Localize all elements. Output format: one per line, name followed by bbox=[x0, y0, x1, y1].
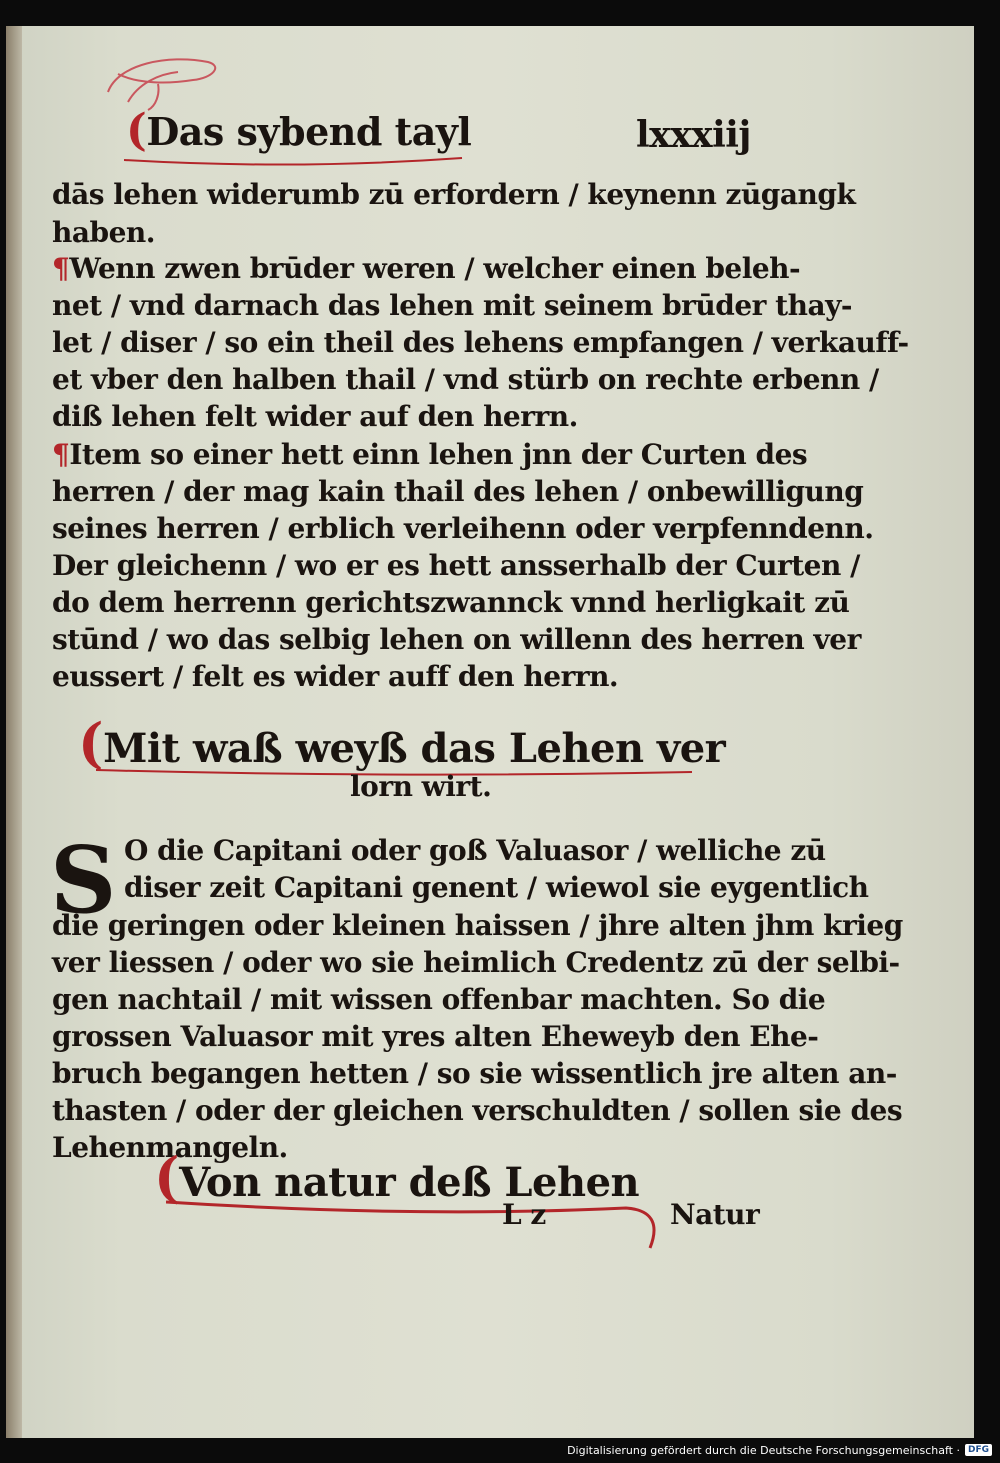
rubric-mark: ( bbox=[78, 711, 104, 775]
section-heading: (Von natur deß Lehen bbox=[154, 1145, 640, 1209]
initial-letter: S bbox=[50, 826, 117, 934]
text-line: ¶Wenn zwen brūder weren / welcher einen beleh- bbox=[52, 252, 801, 285]
text-line: die geringen oder kleinen haissen / jhre alten jhm krieg bbox=[52, 909, 903, 942]
text-line: gen nachtail / mit wissen offenbar machten. So die bbox=[52, 983, 826, 1016]
signature-mark: L z bbox=[502, 1198, 546, 1231]
text-line: thasten / oder der gleichen verschuldten / sollen sie des bbox=[52, 1094, 903, 1127]
rubric-mark: ( bbox=[126, 105, 147, 156]
digitization-footer bbox=[567, 1441, 992, 1459]
rubric-mark: ( bbox=[154, 1145, 180, 1209]
text-line: dās lehen widerumb zū erfordern / keynenn zūgangk bbox=[52, 178, 856, 211]
text-line: ¶Item so einer hett einn lehen jnn der Curten des bbox=[52, 438, 808, 471]
book-page bbox=[6, 26, 974, 1438]
text-line: eussert / felt es wider auff den herrn. bbox=[52, 660, 619, 693]
text-line: et vber den halben thail / vnd stürb on rechte erbenn / bbox=[52, 363, 879, 396]
catchword: Natur bbox=[670, 1198, 760, 1231]
text-line: do dem herrenn gerichtszwannck vnnd herligkait zū bbox=[52, 586, 850, 619]
text-line: herren / der mag kain thail des lehen / onbewilligung bbox=[52, 475, 864, 508]
text-line: haben. bbox=[52, 216, 155, 249]
text-line: ver liessen / oder wo sie heimlich Credentz zū der selbi- bbox=[52, 946, 900, 979]
text-line: grossen Valuasor mit yres alten Eheweyb den Ehe- bbox=[52, 1020, 819, 1053]
footer-credit: Digitalisierung gefördert durch die Deutsche Forschungsgemeinschaft · bbox=[567, 1443, 960, 1457]
text-line: O die Capitani oder goß Valuasor / welliche zū bbox=[124, 834, 826, 867]
text-line: diser zeit Capitani genent / wiewol sie eygentlich bbox=[124, 871, 869, 904]
folio-number: lxxxiij bbox=[636, 114, 751, 156]
section-heading: (Mit waß weyß das Lehen ver bbox=[78, 711, 726, 775]
dfg-logo-icon: DFG bbox=[965, 1444, 992, 1456]
section-heading-continuation: lorn wirt. bbox=[350, 770, 492, 803]
text-line: stūnd / wo das selbig lehen on willenn des herren ver bbox=[52, 623, 861, 656]
text-line: Lehenmangeln. bbox=[52, 1131, 288, 1164]
text-line: seines herren / erblich verleihenn oder verpfenndenn. bbox=[52, 512, 874, 545]
text-line: let / diser / so ein theil des lehens empfangen / verkauff- bbox=[52, 326, 909, 359]
red-pencil-scribble bbox=[98, 44, 228, 114]
text-line: Der gleichenn / wo er es hett ansserhalb der Curten / bbox=[52, 549, 860, 582]
binding-gutter bbox=[6, 26, 22, 1438]
text-line: diß lehen felt wider auf den herrn. bbox=[52, 400, 578, 433]
title-underline bbox=[124, 154, 464, 170]
running-title: (Das sybend tayl bbox=[126, 105, 472, 156]
text-line: net / vnd darnach das lehen mit seinem brūder thay- bbox=[52, 289, 852, 322]
text-line: bruch begangen hetten / so sie wissentlich jre alten an- bbox=[52, 1057, 897, 1090]
